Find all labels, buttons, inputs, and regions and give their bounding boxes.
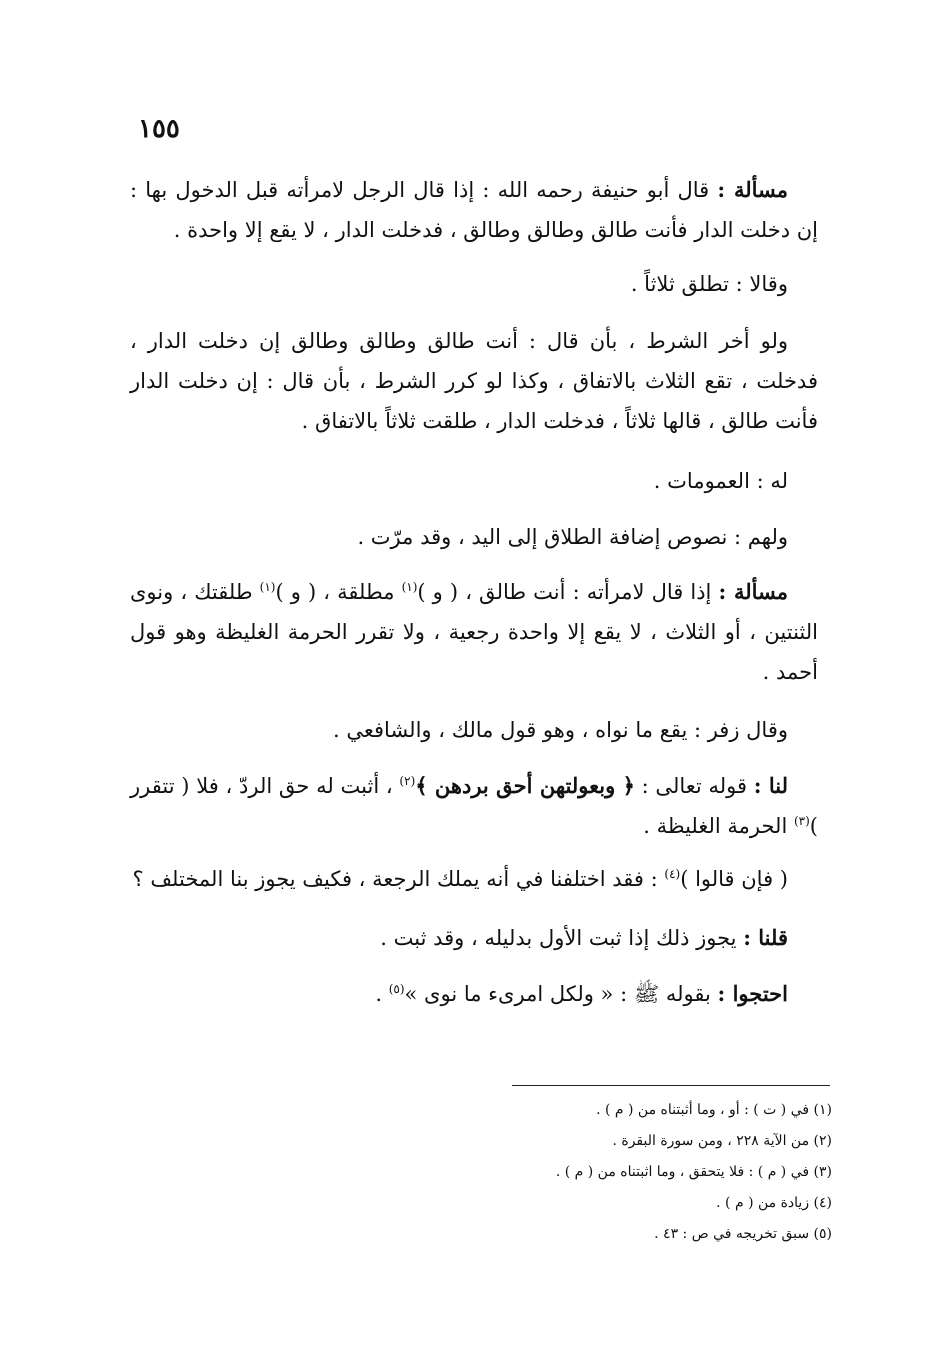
paragraph-text: يجوز ذلك إذا ثبت الأول بدليله ، وقد ثبت .	[380, 926, 744, 950]
issue-label: مسألة :	[718, 579, 788, 604]
paragraph-text: وقالا : تطلق ثلاثاً .	[630, 272, 788, 296]
paragraph-text: ( فإن قالوا )	[680, 867, 788, 891]
footnote-ref: (١)	[259, 580, 276, 594]
paragraph-text: طلقتك ، ونوى الثنتين ، أو الثلاث ، لا يقع إلا واحدة رجعية ، ولا تقرر الحرمة الغليظة وهو قول أحمد .	[130, 580, 818, 684]
paragraph-10	[130, 918, 818, 958]
paragraph-text: : فقد اختلفنا في أنه يملك الرجعة ، فكيف يجوز بنا المختلف ؟	[132, 867, 665, 891]
paragraph-text: .	[375, 982, 389, 1006]
paragraph-text: قال أبو حنيفة رحمه الله : إذا قال الرجل لامرأته قبل الدخول بها : إن دخلت الدار فأنت طالق وطالق وطالق ، فدخلت الدار ، لا يقع إلا واحدة .	[130, 178, 818, 242]
paragraph-6	[130, 572, 818, 692]
paragraph-7	[130, 710, 818, 750]
footnote-5: (٥) سبق تخريجه في ص : ٤٣ .	[654, 1226, 832, 1242]
paragraph-text: الحرمة الغليظة .	[643, 814, 794, 838]
paragraph-8	[130, 766, 818, 846]
proof-label: لنا :	[753, 773, 788, 798]
footnote-separator	[512, 1085, 830, 1086]
footnotes	[300, 1095, 832, 1250]
paragraph-11	[130, 974, 818, 1014]
paragraph-1	[130, 170, 818, 250]
paragraph-5	[130, 517, 818, 557]
paragraph-text: قوله تعالى :	[634, 774, 754, 798]
paragraph-text: له : العمومات .	[653, 469, 788, 493]
footnote-1: (١) في ( ت ) : أو ، وما أثبتناه من ( م ) .	[596, 1102, 832, 1118]
quran-verse: ﴿ وبعولتهن أحق بردهن ﴾	[415, 773, 635, 798]
paragraph-text: ولو أخر الشرط ، بأن قال : أنت طالق وطالق وطالق إن دخلت الدار ، فدخلت ، تقع الثلاث بالاتفاق ، وكذا لو كرر الشرط ، بأن قال : إن دخلت الدار فأنت طالق ، قالها ثلاثاً ، فدخلت الدار ، طلقت ثلاثاً بالاتفاق .	[130, 329, 818, 433]
footnote-ref: (٥)	[388, 982, 405, 996]
footnote-2: (٢) من الآية ٢٢٨ ، ومن سورة البقرة .	[612, 1133, 832, 1149]
paragraph-text: مطلقة ، ( و )	[275, 580, 402, 604]
issue-label: مسألة :	[717, 177, 788, 202]
paragraph-text: ولهم : نصوص إضافة الطلاق إلى اليد ، وقد مرّت .	[357, 525, 788, 549]
footnote-ref: (٣)	[793, 814, 810, 828]
paragraph-text: بقوله ﷺ : « ولكل امرىء ما نوى »	[404, 982, 718, 1006]
paragraph-text: إذا قال لامرأته : أنت طالق ، ( و )	[417, 580, 719, 604]
page-number: ١٥٥	[138, 114, 180, 144]
paragraph-2	[130, 264, 818, 304]
paragraph-text: ، أثبت له حق الردّ ، فلا ( تتقرر )	[130, 774, 818, 838]
footnote-4: (٤) زيادة من ( م ) .	[716, 1195, 832, 1211]
paragraph-4	[130, 461, 818, 501]
footnote-ref: (٤)	[664, 867, 681, 881]
footnote-3: (٣) في ( م ) : فلا يتحقق ، وما اثبتناه من ( م ) .	[555, 1164, 832, 1180]
argument-label: احتجوا :	[717, 981, 788, 1006]
paragraph-text: وقال زفر : يقع ما نواه ، وهو قول مالك ، والشافعي .	[333, 718, 788, 742]
paragraph-3	[130, 321, 818, 441]
paragraph-9	[130, 859, 818, 899]
footnote-ref: (١)	[401, 580, 418, 594]
footnote-ref: (٢)	[399, 774, 416, 788]
reply-label: قلنا :	[743, 925, 788, 950]
